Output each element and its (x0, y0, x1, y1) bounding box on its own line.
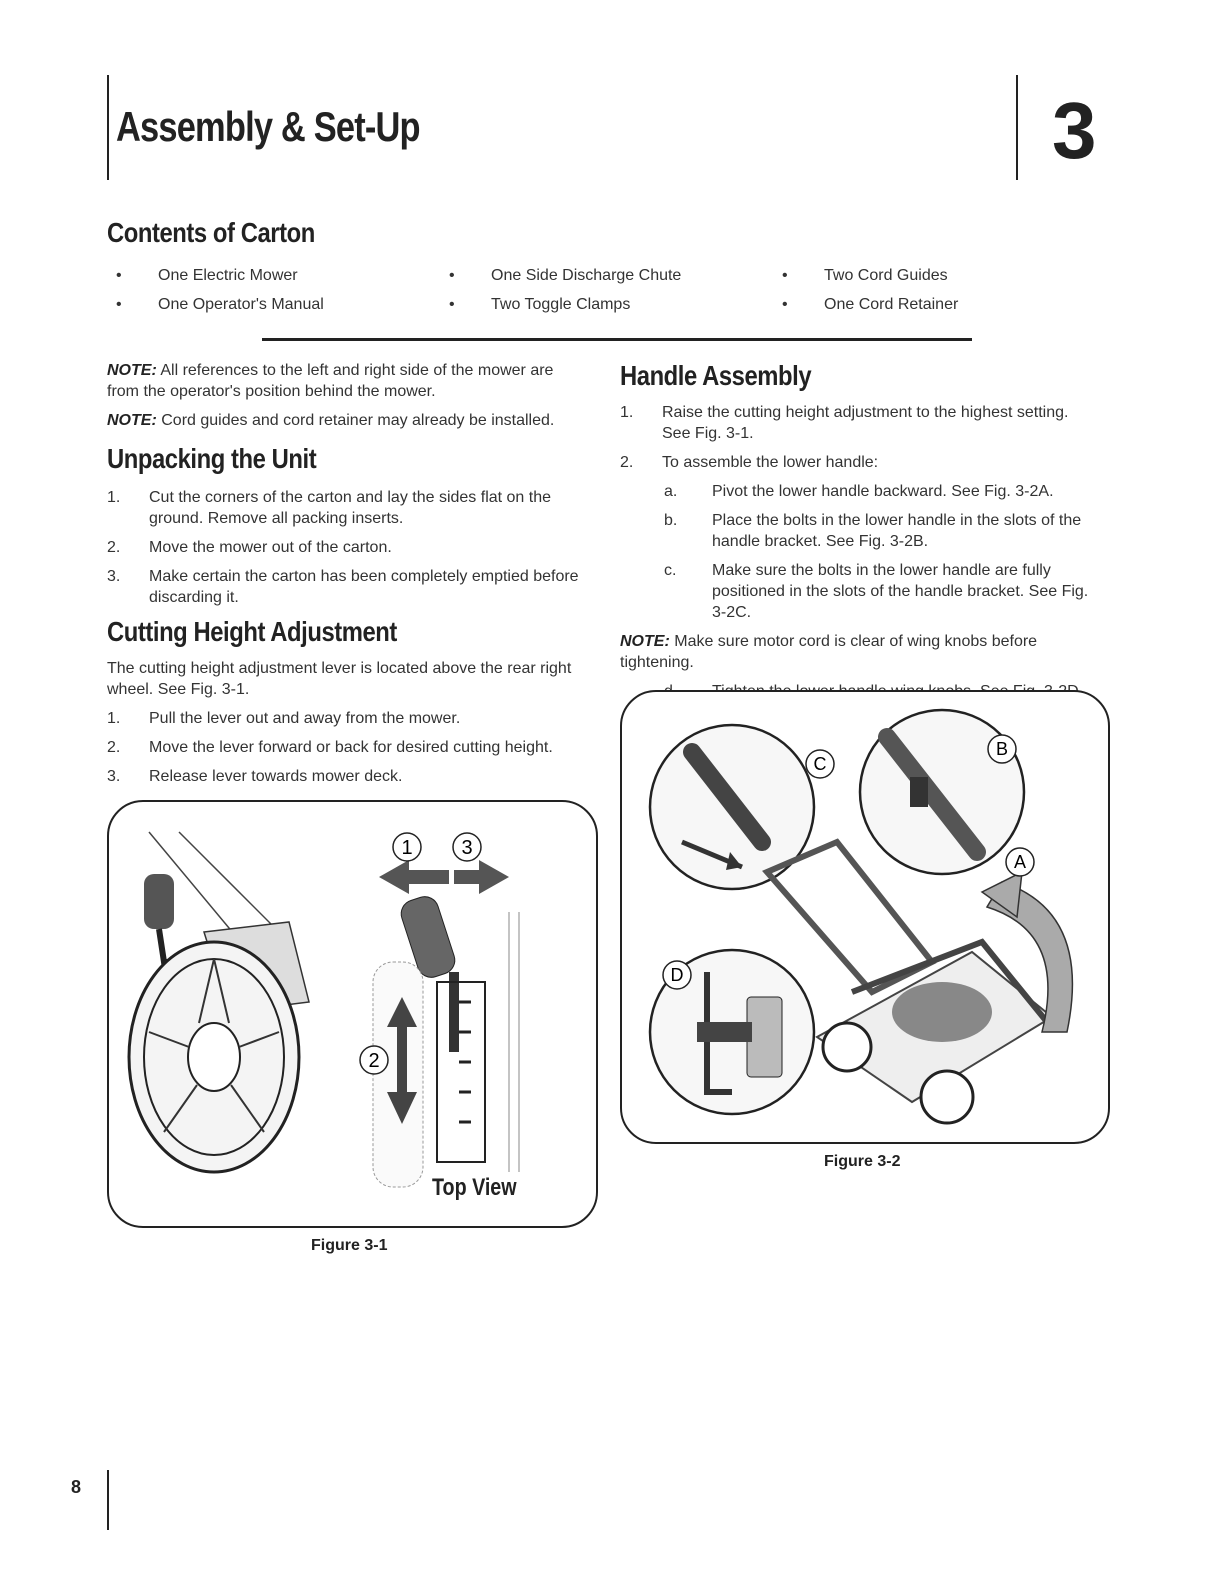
handle-substeps (620, 481, 1100, 623)
callout-3 (453, 833, 481, 861)
contents-heading: Contents of Carton (107, 217, 315, 248)
svg-text:D: D (670, 965, 684, 985)
callout-a (1006, 848, 1034, 876)
horizontal-arrow-icon (379, 860, 509, 894)
svg-text:C: C (813, 754, 827, 774)
callout-d (663, 961, 691, 989)
top-view-lever-icon (373, 893, 519, 1187)
figure-3-2-illustration (622, 692, 1108, 1142)
cutting-steps (107, 708, 587, 787)
header-right-rule (1016, 75, 1018, 180)
cutting-intro: The cutting height adjustment lever is located above the rear right wheel. See Fig. 3-1. (107, 660, 572, 698)
left-column (107, 360, 587, 795)
page-title: Assembly & Set-Up (116, 103, 420, 150)
figure-3-2 (620, 690, 1110, 1144)
step-item: 2. To assemble the lower handle: (620, 454, 879, 471)
callout-b (988, 735, 1016, 763)
contents-divider (262, 338, 972, 341)
step-item: 3. Make certain the carton has been completely emptied before discarding it. (107, 568, 579, 606)
figure-3-1-caption: Figure 3-1 (311, 1237, 388, 1254)
svg-text:A: A (1013, 852, 1027, 872)
step-item: 1. Raise the cutting height adjustment to the highest setting. See Fig. 3-1. (620, 404, 1069, 442)
right-column (620, 360, 1100, 710)
figure-3-2-caption: Figure 3-2 (824, 1153, 901, 1170)
chapter-number: 3 (1052, 86, 1097, 175)
handle-steps (620, 402, 1100, 473)
footer-rule (107, 1470, 109, 1530)
step-item: 1. Pull the lever out and away from the mower. (107, 710, 461, 727)
page-number: 8 (71, 1477, 82, 1497)
top-view-label: Top View (432, 1174, 517, 1201)
svg-text:3: 3 (461, 837, 473, 859)
callout-2 (360, 1046, 388, 1074)
note-motor-cord: NOTE: Make sure motor cord is clear of wing knobs before tightening. (620, 633, 1038, 671)
unpacking-heading: Unpacking the Unit (107, 443, 317, 474)
svg-text:2: 2 (368, 1050, 380, 1072)
handle-heading: Handle Assembly (620, 360, 812, 391)
substep-item: a. Pivot the lower handle backward. See Fig. 3-2A. (664, 483, 1054, 500)
header-left-rule (107, 75, 109, 180)
svg-text:1: 1 (401, 837, 413, 859)
step-item: 2. Move the lever forward or back for desired cutting height. (107, 739, 553, 756)
figure-3-1-illustration (109, 802, 596, 1226)
callout-c (806, 750, 834, 778)
substep-item: c. Make sure the bolts in the lower handle are fully positioned in the slots of the handle bracket. See Fig. 3-2C. (664, 562, 1089, 621)
figure-3-1 (107, 800, 598, 1228)
callout-1 (393, 833, 421, 861)
substep-item: b. Place the bolts in the lower handle in the slots of the handle bracket. See Fig. 3-2B. (664, 512, 1082, 550)
svg-text:B: B (995, 739, 1009, 759)
step-item: 1. Cut the corners of the carton and lay the sides flat on the ground. Remove all packing inserts. (107, 489, 552, 527)
step-item: 2. Move the mower out of the carton. (107, 539, 392, 556)
wheel-icon (129, 942, 299, 1172)
cutting-heading: Cutting Height Adjustment (107, 616, 397, 647)
unpacking-steps (107, 487, 587, 608)
note-left-right: NOTE: All references to the left and right side of the mower are from the operator's position behind the mower. (107, 362, 554, 400)
step-item: 3. Release lever towards mower deck. (107, 768, 403, 785)
note-cord-guides: NOTE: Cord guides and cord retainer may already be installed. (107, 412, 555, 429)
